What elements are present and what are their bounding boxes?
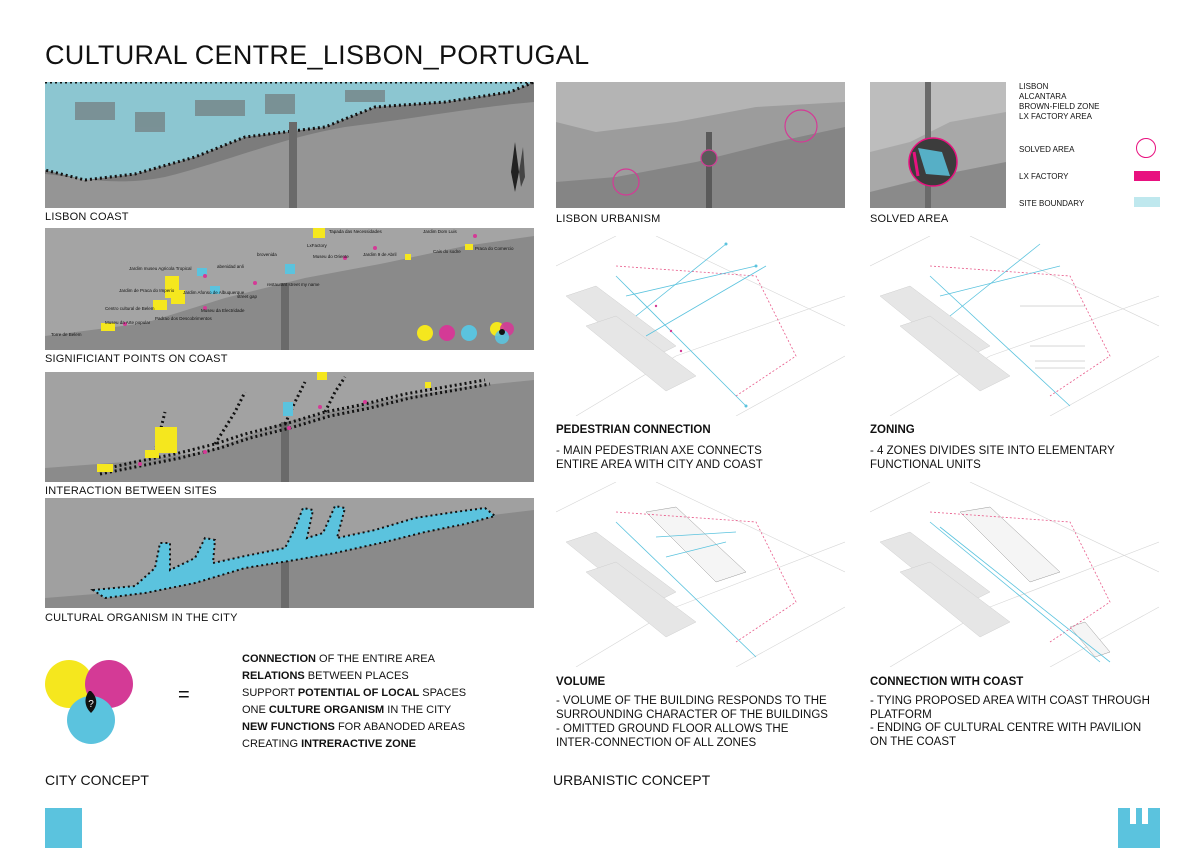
legend-site-boundary-label: SITE BOUNDARY <box>1019 199 1085 208</box>
concept-bold: NEW FUNCTIONS <box>242 721 335 733</box>
concept-bold: RELATIONS <box>242 670 305 682</box>
coast-desc-1: - TYING PROPOSED AREA WITH COAST THROUGH PLATFORM <box>870 695 1150 721</box>
concept-rest: BETWEEN PLACES <box>304 670 409 682</box>
zoning-desc: - 4 ZONES DIVIDES SITE INTO ELEMENTARY FUNCTIONAL UNITS <box>870 445 1115 471</box>
pedestrian-desc: - MAIN PEDESTRIAN AXE CONNECTS ENTIRE AREA WITH CITY AND COAST <box>556 445 763 471</box>
map-label: Jardim museu Agricola Tropical <box>129 266 192 271</box>
concept-rest: OF THE ENTIRE AREA <box>315 653 435 665</box>
map-label: Cais do sodre <box>433 249 461 254</box>
cultural-organism-caption: CULTURAL ORGANISM IN THE CITY <box>45 612 238 624</box>
legend-solved-label: SOLVED AREA <box>1019 145 1075 154</box>
map-label: Jardim Afonso de Albuquerque <box>183 290 245 295</box>
concept-line <box>242 685 466 702</box>
concept-line <box>242 702 451 719</box>
legend-location-line: ALCANTARA <box>1019 92 1067 101</box>
map-label: brovenida <box>257 252 277 257</box>
concept-pre: SUPPORT <box>242 687 298 699</box>
volume-desc-1: - VOLUME OF THE BUILDING RESPONDS TO THE SURROUNDING CHARACTER OF THE BUILDINGS <box>556 695 828 721</box>
lisbon-urbanism-map <box>556 82 845 208</box>
map-label: Jardim Dom Luis <box>423 229 457 234</box>
map-label: abenidad anli <box>217 264 244 269</box>
concept-bold: POTENTIAL OF LOCAL <box>297 687 420 699</box>
coast-heading: CONNECTION WITH COAST <box>870 676 1024 688</box>
cultural-organism-map <box>45 498 534 608</box>
map-label: Museu do Oriente <box>313 254 349 259</box>
zoning-diagram <box>870 236 1159 416</box>
urbanistic-concept-heading: URBANISTIC CONCEPT <box>553 772 711 788</box>
coast-desc-2: - ENDING OF CULTURAL CENTRE WITH PAVILION ON THE COAST <box>870 722 1142 748</box>
legend-lx-factory-swatch <box>1134 171 1160 181</box>
lisbon-coast-caption: LISBON COAST <box>45 211 129 223</box>
legend-solved-circle-icon <box>1136 138 1156 158</box>
concept-rest: IN THE CITY <box>384 704 452 716</box>
map-label: Praca do Comercio <box>475 246 514 251</box>
legend-site-boundary-swatch <box>1134 197 1160 207</box>
city-concept-heading: CITY CONCEPT <box>45 772 149 788</box>
concept-pre: ONE <box>242 704 269 716</box>
concept-bold: CONNECTION <box>242 653 316 665</box>
concept-bold: CULTURE ORGANISM <box>268 704 385 716</box>
map-label: Jardim de Praca do Imperio <box>119 288 175 293</box>
concept-line <box>242 651 435 668</box>
corner-logo-right <box>1118 808 1160 848</box>
venn-question-mark: ? <box>88 699 94 710</box>
volume-desc-2: - OMITTED GROUND FLOOR ALLOWS THE INTER-CONNECTION OF ALL ZONES <box>556 723 789 749</box>
legend-location-line: LX FACTORY AREA <box>1019 112 1092 121</box>
concept-rest: SPACES <box>419 687 467 699</box>
concept-bold: INTRERACTIVE ZONE <box>301 738 416 750</box>
map-label: Jardim 9 de Abril <box>363 252 397 257</box>
pedestrian-connection-diagram <box>556 236 845 416</box>
lisbon-urbanism-caption: LISBON URBANISM <box>556 213 661 225</box>
equals-sign: = <box>178 684 190 706</box>
map-label: restaurant street my name <box>267 282 320 287</box>
map-label: LxFactory <box>307 243 327 248</box>
map-label: Padrao dos Descobrimentos <box>155 316 212 321</box>
legend-location-line: BROWN-FIELD ZONE <box>1019 102 1100 111</box>
map-label: Museu da Electridade <box>201 308 245 313</box>
venn-diagram <box>44 658 136 746</box>
coast-connection-diagram <box>870 482 1159 667</box>
legend-location <box>1019 82 1099 122</box>
volume-diagram <box>556 482 845 667</box>
corner-block-left <box>45 808 82 848</box>
concept-rest: FOR ABANODED AREAS <box>334 721 466 733</box>
page-title: CULTURAL CENTRE_LISBON_PORTUGAL <box>45 40 590 70</box>
map-label: street gap <box>237 294 258 299</box>
interaction-map <box>45 372 534 482</box>
solved-area-map <box>870 82 1006 208</box>
lisbon-coast-map <box>45 82 534 208</box>
legend-location-line: LISBON <box>1019 82 1049 91</box>
pedestrian-heading: PEDESTRIAN CONNECTION <box>556 424 711 436</box>
concept-pre: CREATING <box>242 738 302 750</box>
legend-lx-factory-label: LX FACTORY <box>1019 172 1069 181</box>
volume-heading: VOLUME <box>556 676 606 688</box>
map-label: Torre de Belem <box>51 332 82 337</box>
map-label: Tapada das Necessidades <box>329 229 382 234</box>
zoning-heading: ZONING <box>870 424 915 436</box>
concept-line <box>242 668 409 685</box>
map-label: Museu da Arte popular <box>105 320 151 325</box>
concept-line <box>242 719 465 736</box>
significant-points-map <box>45 228 534 350</box>
solved-area-caption: SOLVED AREA <box>870 213 949 225</box>
concept-line <box>242 736 416 753</box>
interaction-caption: INTERACTION BETWEEN SITES <box>45 485 217 497</box>
significant-points-caption: SIGNIFICIANT POINTS ON COAST <box>45 353 228 365</box>
map-label: Centro cultural de Belem <box>105 306 155 311</box>
